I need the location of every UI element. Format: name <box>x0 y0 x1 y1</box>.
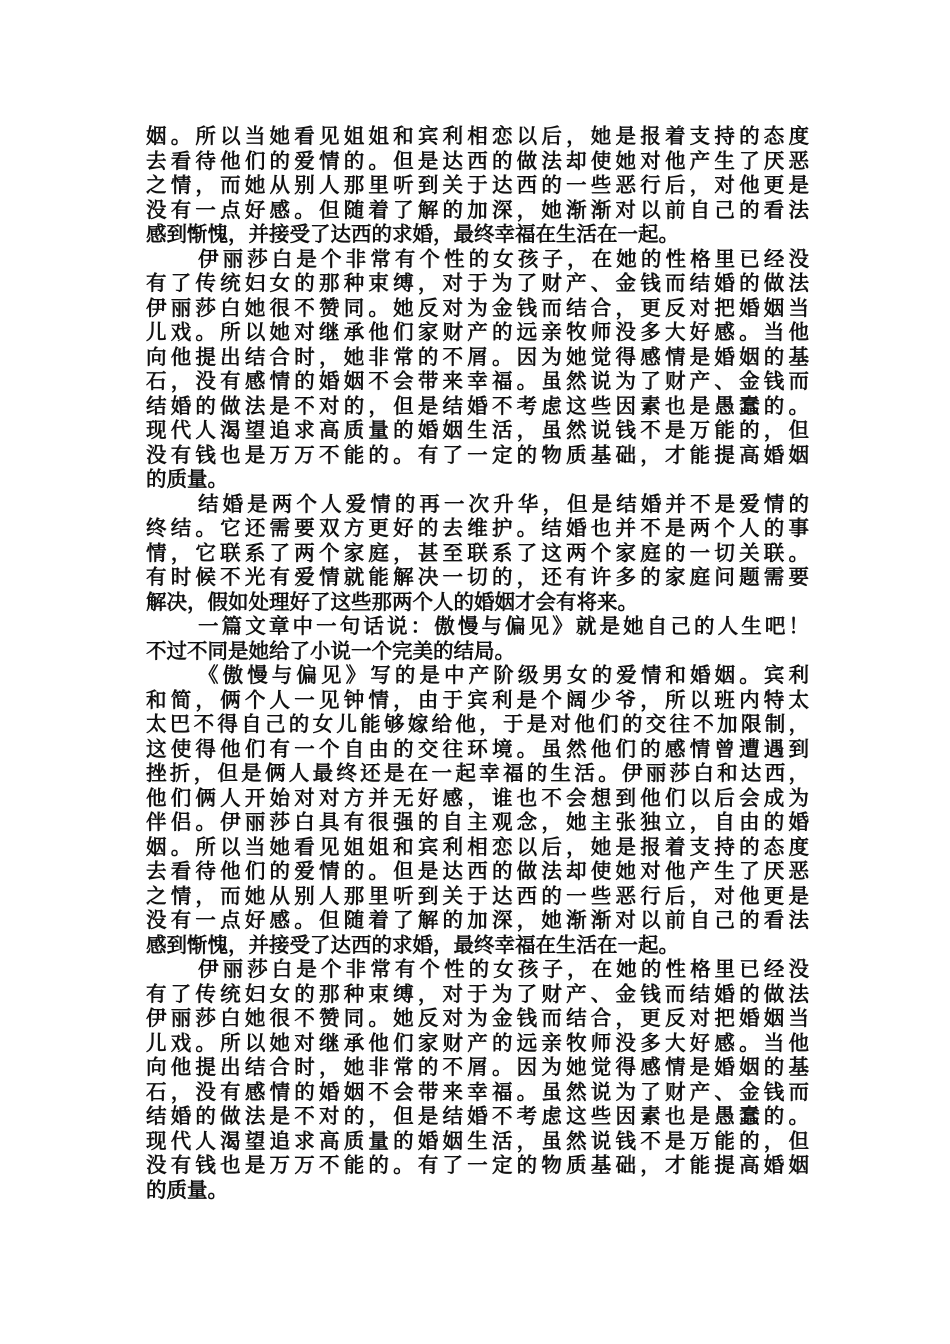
text-line: 儿戏。所以她对继承他们家财产的远亲牧师没多大好感。当他 <box>146 320 809 344</box>
paragraph <box>146 957 809 1202</box>
text-line: 去看待他们的爱情的。但是达西的做法却使她对他产生了厌恶 <box>146 148 809 173</box>
text-line: 和简，俩个人一见钟情，由于宾利是个阔少爷，所以班内特太 <box>146 687 809 712</box>
text-line: 的质量。 <box>146 1177 228 1202</box>
text-line: 姻。所以当她看见姐姐和宾利相恋以后，她是报着支持的态度 <box>146 834 809 859</box>
text-line: 太巴不得自己的女儿能够嫁给他，于是对他们的交往不加限制， <box>146 712 809 736</box>
text-line: 解决，假如处理好了这些那两个人的婚姻才会有将来。 <box>146 589 638 614</box>
text-line: 有了传统妇女的那种束缚，对于为了财产、金钱而结婚的做法 <box>146 981 809 1006</box>
paragraph <box>146 124 809 247</box>
text-line: 去看待他们的爱情的。但是达西的做法却使她对他产生了厌恶 <box>146 859 809 883</box>
text-line: 伊丽莎白是个非常有个性的女孩子，在她的性格里已经没 <box>198 246 809 271</box>
text-line: 《傲慢与偏见》写的是中产阶级男女的爱情和婚姻。宾利 <box>198 663 809 687</box>
text-line: 没有一点好感。但随着了解的加深，她渐渐对以前自己的看法 <box>146 197 809 222</box>
paragraph <box>146 492 809 615</box>
text-line: 没有钱也是万万不能的。有了一定的物质基础，才能提高婚姻 <box>146 442 809 467</box>
text-line: 石，没有感情的婚姻不会带来幸福。虽然说为了财产、金钱而 <box>146 1079 809 1104</box>
paragraph <box>146 663 809 957</box>
paragraph <box>146 247 809 492</box>
text-line: 这使得他们有一个自由的交往环境。虽然他们的感情曾遭遇到 <box>146 736 809 761</box>
text-line: 伊丽莎白是个非常有个性的女孩子，在她的性格里已经没 <box>198 957 809 981</box>
text-line: 向他提出结合时，她非常的不屑。因为她觉得感情是婚姻的基 <box>146 1055 809 1079</box>
text-line: 感到惭愧，并接受了达西的求婚，最终幸福在生活在一起。 <box>146 932 679 957</box>
text-line: 感到惭愧，并接受了达西的求婚，最终幸福在生活在一起。 <box>146 222 679 246</box>
text-line: 现代人渴望追求高质量的婚姻生活，虽然说钱不是万能的，但 <box>146 1128 809 1153</box>
text-line: 伊丽莎白她很不赞同。她反对为金钱而结合，更反对把婚姻当 <box>146 1006 809 1030</box>
document-page <box>146 124 809 1202</box>
text-line: 终结。它还需要双方更好的去维护。结婚也并不是两个人的事 <box>146 516 809 540</box>
paragraph <box>146 614 809 663</box>
text-line: 有时候不光有爱情就能解决一切的，还有许多的家庭问题需要 <box>146 565 809 589</box>
text-line: 不过不同是她给了小说一个完美的结局。 <box>146 638 515 663</box>
text-line: 向他提出结合时，她非常的不屑。因为她觉得感情是婚姻的基 <box>146 344 809 369</box>
text-line: 结婚的做法是不对的，但是结婚不考虑这些因素也是愚蠢的。 <box>146 1104 809 1128</box>
text-line: 现代人渴望追求高质量的婚姻生活，虽然说钱不是万能的，但 <box>146 418 809 442</box>
text-line: 挫折，但是俩人最终还是在一起幸福的生活。伊丽莎白和达西， <box>146 761 809 785</box>
text-line: 石，没有感情的婚姻不会带来幸福。虽然说为了财产、金钱而 <box>146 369 809 393</box>
text-line: 没有一点好感。但随着了解的加深，她渐渐对以前自己的看法 <box>146 908 809 932</box>
text-line: 有了传统妇女的那种束缚，对于为了财产、金钱而结婚的做法 <box>146 271 809 295</box>
text-line: 儿戏。所以她对继承他们家财产的远亲牧师没多大好感。当他 <box>146 1030 809 1055</box>
text-line: 他们俩人开始对对方并无好感，谁也不会想到他们以后会成为 <box>146 785 809 810</box>
text-line: 结婚的做法是不对的，但是结婚不考虑这些因素也是愚蠢的。 <box>146 393 809 418</box>
text-line: 没有钱也是万万不能的。有了一定的物质基础，才能提高婚姻 <box>146 1153 809 1177</box>
text-line: 的质量。 <box>146 467 228 491</box>
text-line: 伊丽莎白她很不赞同。她反对为金钱而结合，更反对把婚姻当 <box>146 295 809 320</box>
text-line: 情，它联系了两个家庭，甚至联系了这两个家庭的一切关联。 <box>146 540 809 565</box>
text-line: 一篇文章中一句话说：傲慢与偏见》就是她自己的人生吧！ <box>198 614 809 638</box>
text-line: 伴侣。伊丽莎白具有很强的自主观念，她主张独立，自由的婚 <box>146 810 809 834</box>
text-line: 姻。所以当她看见姐姐和宾利相恋以后，她是报着支持的态度 <box>146 124 809 148</box>
text-line: 之情，而她从别人那里听到关于达西的一些恶行后，对他更是 <box>146 173 809 197</box>
text-line: 之情，而她从别人那里听到关于达西的一些恶行后，对他更是 <box>146 883 809 908</box>
text-line: 结婚是两个人爱情的再一次升华，但是结婚并不是爱情的 <box>198 491 809 516</box>
